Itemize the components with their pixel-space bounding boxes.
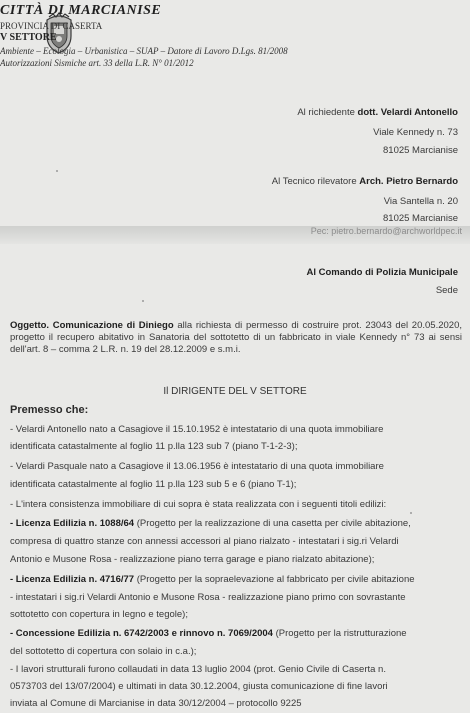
scan-speck: [410, 512, 412, 514]
recipient-2-prefix: Al Tecnico rilevatore: [271, 176, 357, 187]
subject-text: alla richiesta di permesso di costruire prot. 23043 del 20.05.2020, progetto il recupero abitativo in Sanatoria del sottotetto di un fabbricato in viale Kennedy n° 73 ai sensi dell'art. 8 – comma 2 L.R. n. 19 del 28.12.2009 e s.m.i.: [10, 320, 462, 355]
section-title: Il DIRIGENTE DEL V SETTORE: [163, 386, 307, 397]
concessione-text: (Progetto per la ristrutturazione: [275, 628, 407, 639]
province-name: PROVINCIA DI CASERTA: [0, 21, 103, 31]
subject-title: Comunicazione di Diniego: [52, 320, 174, 331]
subject-paragraph: [10, 320, 462, 356]
scan-speck: [142, 300, 144, 302]
body-line: - Velardi Antonello nato a Casagiove il 15.10.1952 è intestatario di una quota immobiliare: [10, 424, 384, 435]
body-line: Antonio e Musone Rosa - realizzazione piano terra garage e piano rialzato abitazione);: [10, 554, 375, 565]
recipient-1-street: Viale Kennedy n. 73: [373, 127, 458, 138]
city-name: CITTÀ DI MARCIANISE: [0, 3, 162, 18]
body-line: del sottotetto di copertura con solaio in c.a.);: [10, 646, 197, 657]
recipient-3-name: Al Comando di Polizia Municipale: [306, 267, 458, 278]
sector-authorizations: Autorizzazioni Sismiche art. 33 della L.R. N° 01/2012: [0, 58, 194, 68]
premesso-heading: Premesso che:: [10, 404, 89, 416]
subject-label: Oggetto.: [10, 320, 50, 331]
recipient-1-city: 81025 Marcianise: [383, 145, 458, 156]
licenza-1-line: [10, 518, 462, 529]
concessione-line: [10, 628, 462, 639]
recipient-3-seat: Sede: [435, 285, 458, 296]
scan-speck: [56, 170, 58, 172]
recipient-3: [307, 267, 459, 278]
body-line: identificata catastalmente al foglio 11 p.lla 123 sub 5 e 6 (piano T-1);: [10, 479, 297, 490]
body-line: sottotetto con copertura in legno e tegole);: [10, 609, 188, 620]
concessione-label: - Concessione Edilizia n. 6742/2003 e rinnovo n. 7069/2004: [10, 628, 273, 639]
body-line: inviata al Comune di Marcianise in data 30/12/2004 – protocollo 9225: [10, 698, 302, 709]
licenza-2-label: - Licenza Edilizia n. 4716/77: [10, 574, 135, 585]
recipient-2: [272, 176, 458, 187]
recipient-2-pec: Pec: pietro.bernardo@archworldpec.it: [310, 226, 462, 236]
licenza-1-text: (Progetto per la realizzazione di una casetta per civile abitazione,: [136, 518, 411, 529]
body-line: - I lavori strutturali furono collaudati in data 13 luglio 2004 (prot. Genio Civile di Caserta n.: [10, 664, 386, 675]
licenza-2-text: (Progetto per la sopraelevazione al fabbricato per civile abitazione: [136, 574, 415, 585]
licenza-2-line: [10, 574, 462, 585]
body-line: - intestatari i sig.ri Velardi Antonio e Musone Rosa - realizzazione piano primo con sovrastante: [10, 592, 406, 603]
recipient-2-city: 81025 Marcianise: [383, 213, 458, 224]
body-line: identificata catastalmente al foglio 11 p.lla 123 sub 7 (piano T-1-2-3);: [10, 441, 298, 452]
recipient-2-street: Via Santella n. 20: [383, 196, 458, 207]
sector-name: V SETTORE: [0, 32, 57, 43]
body-line: compresa di quattro stanze con annessi accessori al piano rialzato - intestatari i sig.ri Velardi: [10, 536, 399, 547]
recipient-1: [297, 107, 458, 118]
body-line: - Velardi Pasquale nato a Casagiove il 13.06.1956 è intestatario di una quota immobiliare: [10, 461, 384, 472]
licenza-1-label: - Licenza Edilizia n. 1088/64: [10, 518, 135, 529]
body-line: - L'intera consistenza immobiliare di cui sopra è stata realizzata con i seguenti titoli edilizi:: [10, 499, 387, 510]
recipient-1-name: dott. Velardi Antonello: [357, 107, 458, 118]
recipient-2-name: Arch. Pietro Bernardo: [359, 176, 458, 187]
recipient-1-prefix: Al richiedente: [297, 107, 355, 118]
body-line: 0573703 del 13/07/2004) e ultimati in data 30.12.2004, giusta comunicazione di fine lavori: [10, 681, 388, 692]
sector-departments: Ambiente – Ecologia – Urbanistica – SUAP – Datore di Lavoro D.Lgs. 81/2008: [0, 46, 288, 56]
